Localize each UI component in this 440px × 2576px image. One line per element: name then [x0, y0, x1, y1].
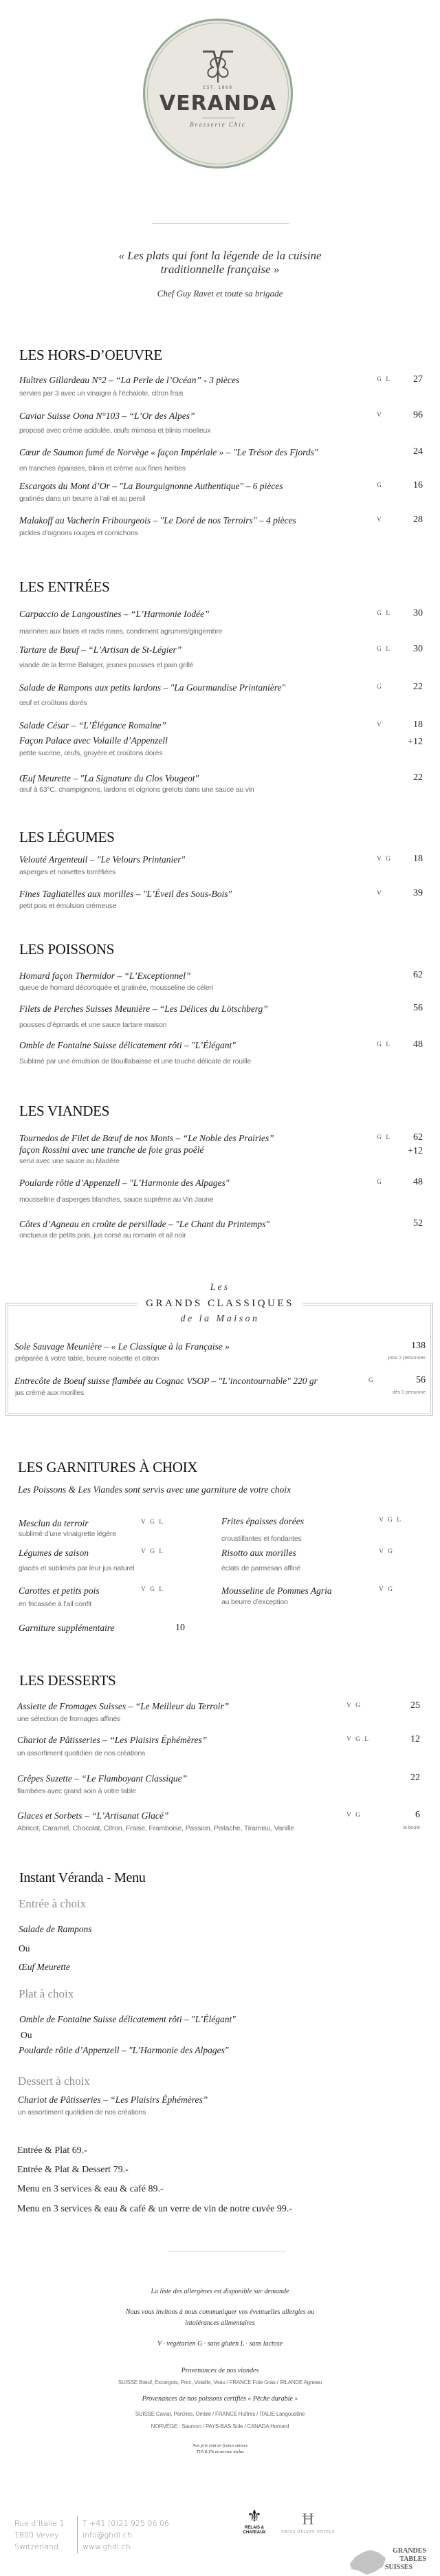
menu-item-price: 27 — [413, 374, 423, 385]
allergy-invite-1: Nous vous invitons à nous communiquer vos éventuelles allergies ou — [125, 2308, 315, 2316]
instant-plat-b: Poularde rôtie d’Appenzell – "L’Harmonie des Alpages" — [19, 2045, 229, 2055]
gc-title-main: GRANDS CLASSIQUES — [138, 1298, 302, 1309]
swiss-deluxe-text: SWISS DELUXE HOTELS — [281, 2530, 335, 2534]
instant-entree-a: Salade de Rampons — [19, 1924, 92, 1934]
menu-item-description: queue de homard décortiquée et gratinée, mousseline de céleri — [19, 984, 213, 992]
menu-item-price: 18 — [413, 719, 423, 730]
logo-tagline: Brasserie Chic — [190, 121, 246, 128]
prices-note-2: TVA 8.1% et service inclus — [196, 2449, 244, 2454]
menu-item-description: en tranches épaisses, blinis et crème aux fines herbes — [19, 464, 186, 473]
relais-chateaux-text: RELAIS & CHATEAUX — [243, 2526, 266, 2535]
instant-dessert-title: Dessert à choix — [18, 2075, 90, 2088]
garniture-name: Légumes de saison — [19, 1548, 89, 1558]
menu-item-price: 18 — [413, 854, 423, 864]
menu-item-price: 52 — [413, 1218, 423, 1229]
menu-item-description: onctueux de petits pois, jus corsé au romarin et ail noir — [19, 1231, 186, 1240]
menu-item-description: œuf à 63°C, champignons, lardons et oignons grelots dans une sauce au vin — [19, 786, 254, 794]
fish-origin-list-1: SUISSE Caviar, Perches, Omble / FRANCE Huîtres / ITALIE Langoustine — [135, 2411, 305, 2417]
garniture-name: Mesclun du terroir — [19, 1518, 89, 1528]
grandes-tables-text: GRANDES TABLES SUISSES — [385, 2547, 426, 2571]
garnitures-subtitle: Les Poissons & Les Viandes sont servis avec une garniture de votre choix — [18, 1484, 291, 1495]
header-divider — [152, 223, 289, 224]
diet-tags: G — [377, 482, 383, 489]
allergy-invite-2: intolérances alimentaires — [185, 2319, 255, 2327]
diet-tags: V — [377, 722, 383, 728]
garniture-description: croustillantes et fondantes — [221, 1535, 302, 1543]
diet-tags: V G — [377, 856, 392, 863]
logo-name: VERANDA — [159, 91, 277, 116]
menu-item-description: marinées aux baies et radis roses, condiment agrumes/gingembre — [19, 627, 223, 636]
menu-item-name: Carpaccio de Langoustines – “L’Harmonie Iodée” — [19, 609, 210, 619]
menu-item-price-note: la boule — [403, 1826, 420, 1830]
menu-item-name: Crêpes Suzette – “Le Flamboyant Classique” — [17, 1773, 188, 1784]
menu-item-price: 62 — [413, 970, 423, 980]
instant-plat-or: Ou — [21, 2030, 32, 2040]
h-crest-icon: Ħ — [302, 2511, 314, 2529]
menu-item-description: une sélection de fromages affinés — [17, 1715, 121, 1723]
garniture-description: éclats de parmesan affiné — [221, 1564, 301, 1572]
menu-item-price: 22 — [413, 772, 423, 783]
menu-item-description: proposé avec crème acidulée, œufs mimosa et blinis moelleux — [19, 426, 211, 435]
gc-title-main-wrap — [0, 1297, 440, 1310]
menu-item-price-extra: +12 — [408, 737, 423, 747]
meat-origin-list: SUISSE Bœuf, Escargots, Porc, Volaille, Veau / FRANCE Foie Gras / IRLANDE Agneau — [118, 2379, 322, 2385]
classic-item-description: jus crémé aux morilles — [15, 1389, 85, 1397]
instant-entree-title: Entrée à choix — [19, 1897, 87, 1910]
menu-item-description: servi avec une sauce au Madère — [19, 1157, 120, 1165]
diet-tags: V G L — [141, 1519, 165, 1526]
classic-item-price-note: pour 2 personnes — [388, 1356, 426, 1361]
fish-origin-list-2: NORVÈGE : Saumon / PAYS-BAS Sole / CANADA Homard — [151, 2423, 289, 2429]
garniture-name: Risotto aux morilles — [221, 1548, 296, 1558]
menu-item-description: œuf et croûtons dorés — [19, 699, 87, 707]
intro-quote-line1: « Les plats qui font la légende de la cuisine — [118, 249, 322, 262]
diet-tags: G L — [377, 610, 392, 617]
menu-item-price-extra: +12 — [408, 1146, 423, 1156]
menu-item-name: Velouté Argenteuil – "Le Velours Printanier" — [19, 854, 186, 865]
menu-item-name: Filets de Perches Suisses Meunière – “Les Délices du Lötschberg” — [19, 1004, 268, 1014]
classic-item-name: Entrecôte de Boeuf suisse flambée au Cognac VSOP – "L’incontournable" 220 gr — [14, 1376, 318, 1386]
prices-note-1: Nos prix sont en francs suisses — [192, 2443, 248, 2448]
menu-item-name: Fines Tagliatelles aux morilles – "L’Éveil des Sous-Bois" — [19, 889, 232, 899]
allergens-note: La liste des allergènes est disponible sur demande — [151, 2288, 289, 2295]
meat-origin-title: Provenances de nos viandes — [181, 2367, 259, 2374]
classic-item-name: Sole Sauvage Meunière – « Le Classique à la Française » — [14, 1341, 230, 1352]
diet-tags: G L — [377, 1041, 392, 1048]
diet-tags: G — [377, 684, 383, 691]
swiss-deluxe-hotels-logo — [279, 2509, 337, 2534]
garniture-name: Mousseline de Pommes Agria — [221, 1585, 332, 1596]
diet-tags: V G — [379, 1548, 394, 1555]
garniture-description: au beurre d’exception — [221, 1598, 288, 1606]
menu-item-description: Abricot, Caramel, Chocolat, Citron, Fraise, Framboise, Passion, Pistache, Tiramisu, Vanille — [17, 1824, 294, 1832]
menu-item-name: Salade de Rampons aux petits lardons – "La Gourmandise Printanière" — [19, 682, 286, 693]
diet-tags: V G — [346, 1812, 362, 1819]
menu-item-price: 96 — [413, 410, 423, 420]
menu-item-price: 6 — [415, 1810, 420, 1820]
diet-tags: G L — [377, 1134, 392, 1141]
menu-item-price: 62 — [413, 1132, 423, 1143]
diet-tags: V — [377, 412, 383, 419]
section-title-garnitures: LES GARNITURES À CHOIX — [18, 1459, 198, 1475]
diet-tags: G — [368, 1377, 375, 1384]
instant-dessert-desc: un assortiment quotidien de nos créations — [18, 2108, 146, 2117]
intro-signature: Chef Guy Ravet et toute sa brigade — [157, 288, 283, 299]
section-title-hors_doeuvre: LES HORS-D’OEUVRE — [19, 347, 162, 363]
menu-item-description: flambées avec grand soin à votre table — [17, 1787, 136, 1795]
menu-item-price: 30 — [413, 608, 423, 618]
menu-item-name: Salade César – “L’Élégance Romaine” — [19, 720, 166, 730]
classic-item-price-note: dès 1 personne — [392, 1390, 426, 1395]
diet-tags: V — [377, 890, 383, 897]
fleur-de-lis-icon: ⚜ — [247, 2508, 262, 2526]
menu-item-name-line2: Façon Palace avec Volaille d’Appenzell — [19, 735, 168, 746]
menu-item-name: Huîtres Gillardeau N°2 – “La Perle de l’Océan” - 3 pièces — [19, 375, 240, 385]
menu-item-price: 22 — [410, 1773, 420, 1783]
address-line-3: Switzerland — [14, 2542, 59, 2551]
menu-item-description: gratinés dans un beurre à l’ail et au persil — [19, 495, 146, 503]
classic-item-price: 56 — [416, 1375, 426, 1385]
menu-item-price: 12 — [410, 1734, 420, 1744]
menu-item-name: Assiette de Fromages Suisses – “Le Meilleur du Terroir” — [17, 1701, 230, 1711]
menu-item-name: Homard façon Thermidor – “L’Exceptionnel” — [19, 971, 191, 981]
menu-item-description: servies par 3 avec un vinaigre à l’échalote, citron frais — [19, 389, 184, 398]
section-title-viandes: LES VIANDES — [19, 1103, 110, 1119]
diet-tags: V G L — [141, 1548, 165, 1555]
garniture-description: glacés et sublimés par leur jus naturel — [19, 1564, 135, 1572]
footer-website[interactable]: www.ghdl.ch — [82, 2542, 131, 2551]
intro-quote-line2: traditionnelle française » — [160, 263, 280, 276]
menu-item-price: 22 — [413, 682, 423, 692]
menu-item-name: Caviar Suisse Oona N°103 – “L’Or des Alpes” — [19, 411, 195, 421]
menu-item-price: 39 — [413, 888, 423, 898]
footer-phone[interactable]: T +41 (0)21 925 06 06 — [82, 2519, 169, 2528]
monogram-icon — [200, 50, 236, 84]
diet-legend: V · végétarien G · sans gluten L · sans lactose — [157, 2340, 283, 2348]
instant-entree-or: Ou — [19, 1943, 30, 1953]
menu-item-price: 16 — [413, 480, 423, 490]
diet-tags: V G L — [346, 1736, 371, 1743]
menu-item-description: asperges et noisettes torréfiées — [19, 868, 116, 876]
relais-chateaux-logo — [239, 2508, 270, 2535]
gc-title-top: Les — [210, 1282, 230, 1292]
gc-title-bottom: de la Maison — [180, 1314, 260, 1324]
footer-email[interactable]: info@ghdl.ch — [82, 2531, 132, 2540]
diet-tags: G — [377, 1179, 383, 1186]
diet-tags: V G — [346, 1702, 362, 1709]
fish-origin-title: Provenances de nos poissons certifiés « Pêche durable » — [142, 2395, 298, 2403]
menu-item-price: 28 — [413, 515, 423, 525]
section-title-entrees: LES ENTRÉES — [19, 578, 110, 595]
menu-item-description: un assortiment quotidien de nos créations — [17, 1749, 146, 1757]
footer-divider — [77, 2516, 78, 2553]
garniture-name: Frites épaisses dorées — [221, 1516, 304, 1526]
diet-tags: V G L — [379, 1517, 403, 1524]
logo-est: EST. 1868 — [203, 85, 233, 90]
menu-item-name: Côtes d’Agneau en croûte de persillade – "Le Chant du Printemps" — [19, 1219, 270, 1229]
veranda-logo — [143, 19, 293, 169]
menu-item-name: Poularde rôtie d’Appenzell – "L’Harmonie des Alpages" — [19, 1178, 230, 1188]
menu-item-description: mousseline d’asperges blanches, sauce suprême au Vin Jaune — [19, 1195, 214, 1204]
diet-tags: V G L — [141, 1586, 165, 1593]
address-line-2: 1800 Vevey — [14, 2531, 59, 2540]
address-line-1: Rue d’Italie 1 — [14, 2519, 65, 2528]
menu-item-name: Escargots du Mont d’Or – "La Bourguignonne Authentique" – 6 pièces — [19, 481, 283, 491]
instant-entree-b: Œuf Meurette — [19, 1962, 70, 1972]
garniture-extra-price: 10 — [175, 1623, 185, 1633]
section-title-desserts: LES DESSERTS — [19, 1672, 116, 1689]
menu-item-price: 48 — [413, 1039, 423, 1050]
menu-item-price: 56 — [413, 1003, 423, 1013]
menu-item-price: 30 — [413, 644, 423, 654]
garniture-description: en fricassée à l’ail confit — [19, 1600, 92, 1608]
menu-item-name: Glaces et Sorbets – “L’Artisanat Glacé” — [17, 1810, 169, 1821]
menu-item-name: Tartare de Bœuf – “L’Artisan de St-Légier” — [19, 645, 182, 655]
instant-dessert-a: Chariot de Pâtisseries – “Les Plaisirs Éphémères” — [18, 2095, 208, 2105]
instant-price-4: Menu en 3 services & eau & café & un verre de vin de notre cuvée 99.- — [17, 2204, 293, 2214]
garniture-extra-label: Garniture supplémentaire — [19, 1623, 115, 1633]
notes-divider — [168, 2251, 285, 2252]
menu-item-price: 24 — [413, 446, 423, 457]
instant-plat-a: Omble de Fontaine Suisse délicatement rôti – "L’Élégant" — [19, 2014, 236, 2024]
menu-item-name: Œuf Meurette – "La Signature du Clos Vougeot" — [19, 773, 199, 783]
diet-tags: G L — [377, 376, 392, 383]
garniture-description: sublimé d’une vinaigrette légère — [19, 1530, 116, 1538]
classic-item-description: préparée à votre table, beurre noisette et citron — [15, 1354, 160, 1363]
menu-item-description: viande de la ferme Balsiger, jeunes pousses et pain grillé — [19, 661, 194, 669]
garniture-name: Carottes et petits pois — [19, 1585, 100, 1596]
diet-tags: V — [377, 517, 383, 523]
instant-price-1: Entrée & Plat 69.- — [17, 2145, 87, 2156]
menu-item-description: Sublimé par une émulsion de Bouillabaisse et une touche délicate de rouille — [19, 1057, 251, 1065]
diet-tags: G L — [377, 646, 392, 653]
section-title-poissons: LES POISSONS — [19, 941, 115, 957]
menu-item-description: petit pois et émulsion crémeuse — [19, 902, 117, 910]
menu-item-name: Malakoff au Vacherin Fribourgeois – "Le Doré de nos Terroirs" – 4 pièces — [19, 515, 296, 526]
section-title-legumes: LES LÉGUMES — [19, 829, 115, 845]
menu-item-name: Cœur de Saumon fumé de Norvège « façon Impériale » – "Le Trésor des Fjords" — [19, 447, 318, 457]
menu-item-description: pickles d’oignons rouges et cornichons — [19, 529, 138, 537]
menu-item-description: pousses d’épinards et une sauce tartare maison — [19, 1021, 167, 1029]
classic-item-price: 138 — [411, 1341, 426, 1351]
menu-item-price: 48 — [413, 1177, 423, 1187]
instant-price-3: Menu en 3 services & eau & café 89.- — [17, 2184, 164, 2194]
menu-item-price: 25 — [410, 1700, 420, 1711]
instant-price-2: Entrée & Plat & Dessert 79.- — [17, 2165, 129, 2175]
menu-item-name: Omble de Fontaine Suisse délicatement rôti – "L’Élégant" — [19, 1040, 236, 1050]
menu-item-name-line2: façon Rossini avec une tranche de foie gras poêlé — [19, 1145, 204, 1155]
menu-item-name: Tournedos de Filet de Bœuf de nos Monts – “Le Noble des Prairies” — [19, 1133, 274, 1143]
menu-item-description: petite sucrine, œufs, gruyère et croûtons dorés — [19, 749, 163, 757]
instant-title: Instant Véranda - Menu — [19, 1870, 146, 1885]
swiss-map-icon — [347, 2547, 387, 2576]
instant-plat-title: Plat à choix — [19, 1987, 74, 2000]
diet-tags: V G — [379, 1586, 394, 1593]
menu-item-name: Chariot de Pâtisseries – “Les Plaisirs Éphémères” — [17, 1735, 208, 1745]
